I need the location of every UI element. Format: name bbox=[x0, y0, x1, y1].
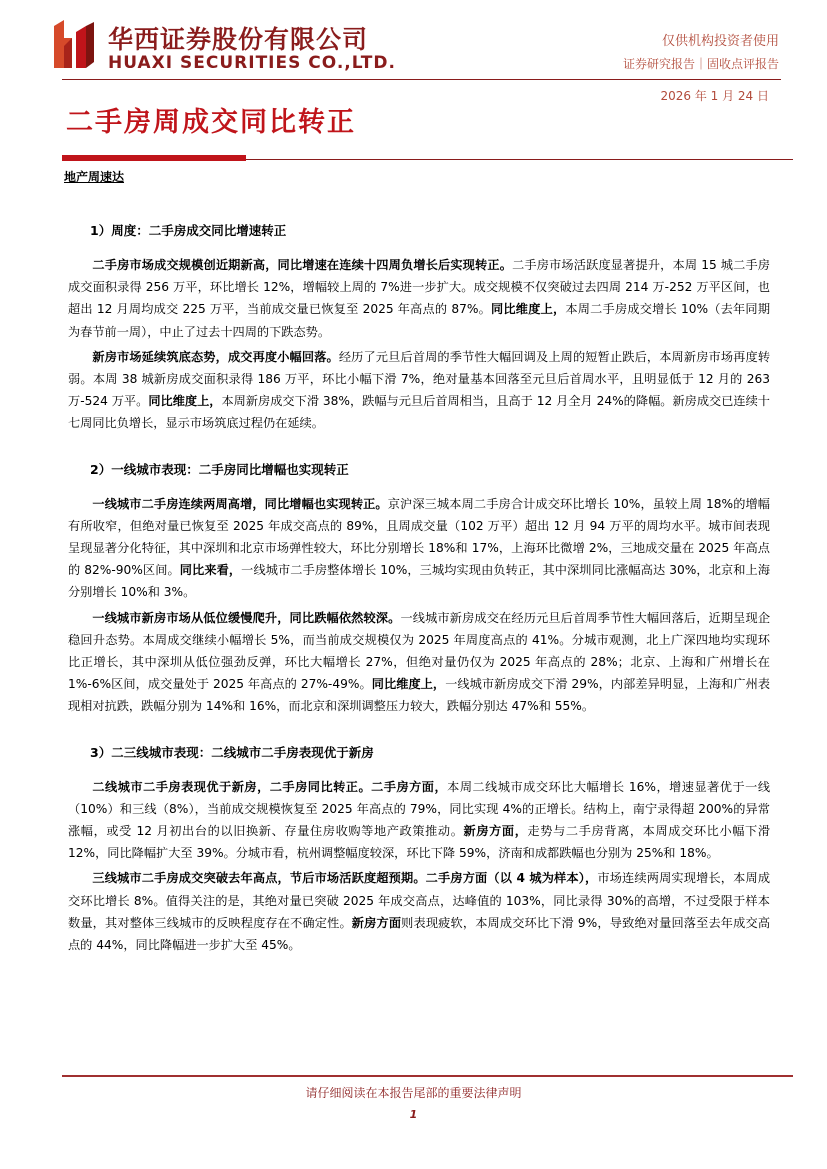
title-divider bbox=[246, 159, 793, 160]
inline-emphasis: 同比来看， bbox=[179, 563, 242, 578]
section-heading: 2）一线城市表现：二手房同比增幅也实现转正 bbox=[90, 461, 349, 477]
paragraph-text: 一线城市二手房整体增长 10%，三城均实现由负转正，其中深圳同比涨幅高达 30%，北京和上海分别增长 10%和 3%。 bbox=[68, 563, 771, 600]
paragraph bbox=[68, 493, 770, 604]
lead-sentence: 新房市场延续筑底态势，成交再度小幅回落。 bbox=[92, 349, 339, 364]
inline-emphasis: 同比维度上， bbox=[491, 302, 566, 317]
inline-emphasis: 同比维度上， bbox=[148, 394, 222, 409]
legal-disclaimer-link: 请仔细阅读在本报告尾部的重要法律声明 bbox=[305, 1086, 522, 1100]
lead-sentence: 一线城市新房市场从低位缓慢爬升，同比跌幅依然较深。 bbox=[92, 610, 401, 625]
paragraph-text: 二手房市场活跃度显著提升，本周 15 城二手房成交面积录得 256 万平，环比增长 12%，增幅较上周的 7%进一步扩大。成交规模不仅突破过去四周 214 万-252 万平区间，也超出 12 月周均成交 225 万平，当前成交量已恢复至 2025 年高点的 87%。 bbox=[68, 258, 770, 317]
report-date: 2026 年 1 月 24 日 bbox=[660, 89, 769, 103]
section-heading: 3）二三线城市表现：二线城市二手房表现优于新房 bbox=[90, 744, 374, 760]
inline-emphasis: 新房方面 bbox=[351, 915, 402, 930]
column-label: 地产周速达 bbox=[64, 170, 125, 184]
paragraph-text: 本周二线城市成交环比大幅增长 16%，增速显著优于一线（10%）和三线（8%），当前成交规模恢复至 2025 年高点的 79%，同比实现 4%的正增长。结构上，南宁录得超 200%的异常涨幅，或受 12 月初出台的以旧换新、存量住房收购等地产政策推动。 bbox=[68, 779, 771, 839]
paragraph bbox=[68, 867, 770, 956]
lead-sentence: 一线城市二手房连续两周高增，同比增幅也实现转正。 bbox=[92, 496, 388, 511]
lead-sentence: 二线城市二手房表现优于新房，二手房同比转正。二手房方面， bbox=[92, 779, 448, 794]
paragraph-text: 走势与二手房背离，本周成交环比小幅下滑 12%，同比降幅扩大至 39%。分城市看，杭州调整幅度较深，环比下降 59%，济南和成都跌幅也分别为 25%和 18%。 bbox=[68, 824, 771, 861]
investor-tag: 仅供机构投资者使用 bbox=[661, 34, 779, 49]
paragraph-text: 经历了元旦后首周的季节性大幅回调及上周的短暂止跌后，本周新房市场再度转弱。本周 38 城新房成交面积录得 186 万平，环比小幅下滑 7%，绝对量基本回落至元旦后首周水平，且明显低于 12 月的 263 万-524 万平。 bbox=[68, 349, 771, 409]
paragraph bbox=[68, 254, 770, 343]
paragraph-text: 京沪深三城本周二手房合计成交环比增长 10%，虽较上周 18%的增幅有所收窄，但绝对量已恢复至 2025 年成交高点的 89%，且周成交量（102 万平）超出 12 月 94 万平的周均水平。城市间表现呈现显著分化特征，其中深圳和北京市场弹性较大，环比分别增长 18%和 17%，上海环比微增 2%，三地成交量在 2025 年高点的 82%-90%区间。 bbox=[68, 496, 770, 578]
page-number: 1 bbox=[409, 1108, 418, 1121]
page-title: 二手房周成交同比转正 bbox=[66, 107, 356, 138]
title-accent-bar bbox=[62, 155, 246, 161]
paragraph bbox=[68, 607, 770, 718]
inline-emphasis: 同比维度上， bbox=[371, 677, 446, 692]
paragraph bbox=[68, 346, 770, 435]
company-name-cn: 华西证券股份有限公司 bbox=[108, 25, 369, 54]
huaxi-logo-icon bbox=[52, 18, 96, 70]
company-name-en: HUAXI SECURITIES CO.,LTD. bbox=[108, 53, 396, 73]
paragraph-text: 市场连续两周实现增长，本周成交环比增长 8%。值得关注的是，其绝对量已突破 2025 年成交高点，达峰值的 103%，同比录得 30%的高增，不过受限于样本数量，其对整体三线城市的反映程度存在不确定性。 bbox=[68, 871, 771, 930]
section-heading: 1）周度：二手房成交同比增速转正 bbox=[90, 223, 287, 238]
lead-sentence: 三线城市二手房成交突破去年高点，节后市场活跃度超预期。二手房方面（以 4 城为样本）， bbox=[92, 871, 598, 886]
inline-emphasis: 新房方面， bbox=[463, 824, 528, 839]
paragraph-text: 一线城市新房成交下滑 29%，内部差异明显，上海和广州表现相对抗跌，跌幅分别为 14%和 16%，而北京和深圳调整压力较大，跌幅分别达 47%和 55%。 bbox=[68, 677, 771, 714]
lead-sentence: 二手房市场成交规模创近期新高，同比增速在连续十四周负增长后实现转正。 bbox=[92, 258, 513, 272]
paragraph-text: 本周新房成交下滑 38%，跌幅与元旦后首周相当，且高于 12 月全月 24%的降幅。新房成交已连续十七周同比负增长，显示市场筑底过程仍在延续。 bbox=[68, 394, 770, 431]
paragraph-text: 本周二手房成交增长 10%（去年同期为春节前一周），中止了过去十四周的下跌态势。 bbox=[68, 302, 771, 339]
report-body bbox=[68, 196, 770, 959]
paragraph bbox=[68, 776, 770, 865]
footer-divider bbox=[62, 1075, 793, 1077]
report-type-tag: 证券研究报告｜固收点评报告 bbox=[622, 57, 779, 71]
paragraph-text: 一线城市新房成交在经历元旦后首周季节性大幅回落后，近期呈现企稳回升态势。本周成交继续小幅增长 5%，而当前成交规模仅为 2025 年周度高点的 41%。分城市观测，北上广深四地均实现环比正增长，其中深圳从低位强劲反弹，环比大幅增长 27%，但绝对量仍仅为 2025 年高点的 28%；北京、上海和广州增长在 1%-6%区间，成交量处于 2025 年高点的 27%-49%。 bbox=[68, 610, 771, 692]
paragraph-text: 则表现疲软，本周成交环比下滑 9%，导致绝对量回落至去年成交高点的 44%，同比降幅进一步扩大至 45%。 bbox=[68, 915, 771, 953]
header-divider bbox=[62, 79, 781, 80]
